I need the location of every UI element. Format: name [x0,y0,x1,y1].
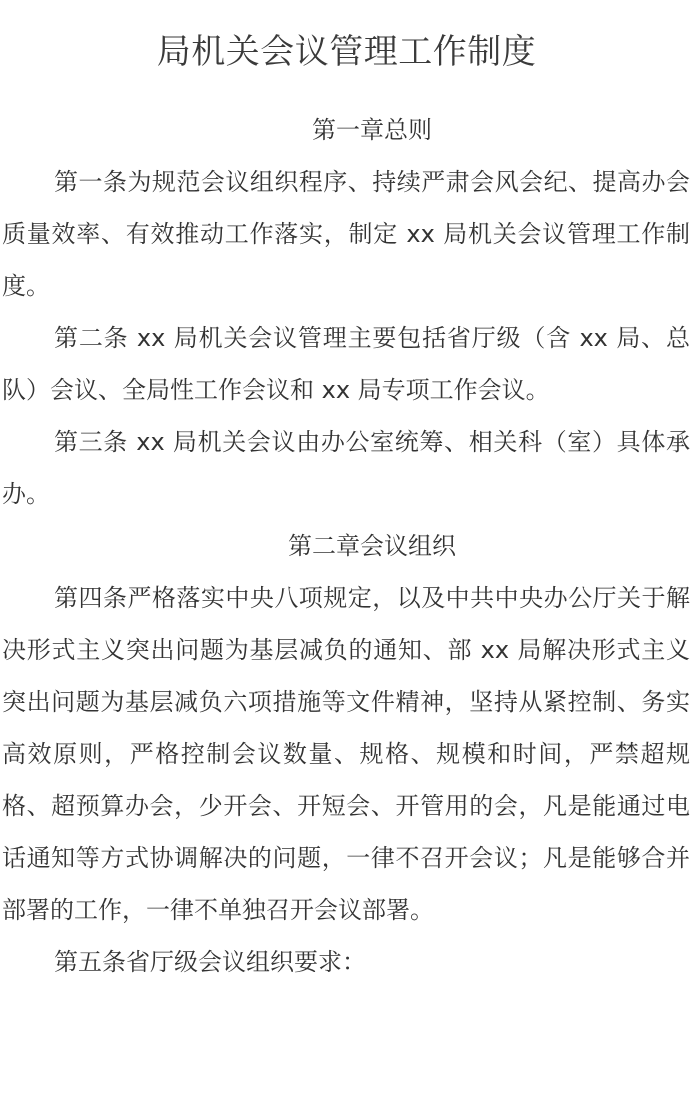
document-body [2,104,690,988]
article-1: 第一条为规范会议组织程序、持续严肃会风会纪、提高办会质量效率、有效推动工作落实，制定 xx 局机关会议管理工作制度。 [2,168,690,300]
article-4: 第四条严格落实中央八项规定，以及中共中央办公厅关于解决形式主义突出问题为基层减负的通知、部 xx 局解决形式主义突出问题为基层减负六项措施等文件精神，坚持从紧控制、务实高效原则，严格控制会议数量、规格、规模和时间，严禁超规格、超预算办会，少开会、开短会、开管用的会，凡是能通过电话通知等方式协调解决的问题，一律不召开会议；凡是能够合并部署的工作，一律不单独召开会议部署。 [2,584,690,924]
chapter-heading-2: 第二章会议组织 [288,532,456,560]
chapter-heading-1: 第一章总则 [312,116,432,144]
article-2: 第二条 xx 局机关会议管理主要包括省厅级（含 xx 局、总队）会议、全局性工作会议和 xx 局专项工作会议。 [2,324,690,404]
article-3: 第三条 xx 局机关会议由办公室统筹、相关科（室）具体承办。 [2,428,690,508]
document-title: 局机关会议管理工作制度 [156,32,537,72]
article-5: 第五条省厅级会议组织要求： [54,948,366,976]
